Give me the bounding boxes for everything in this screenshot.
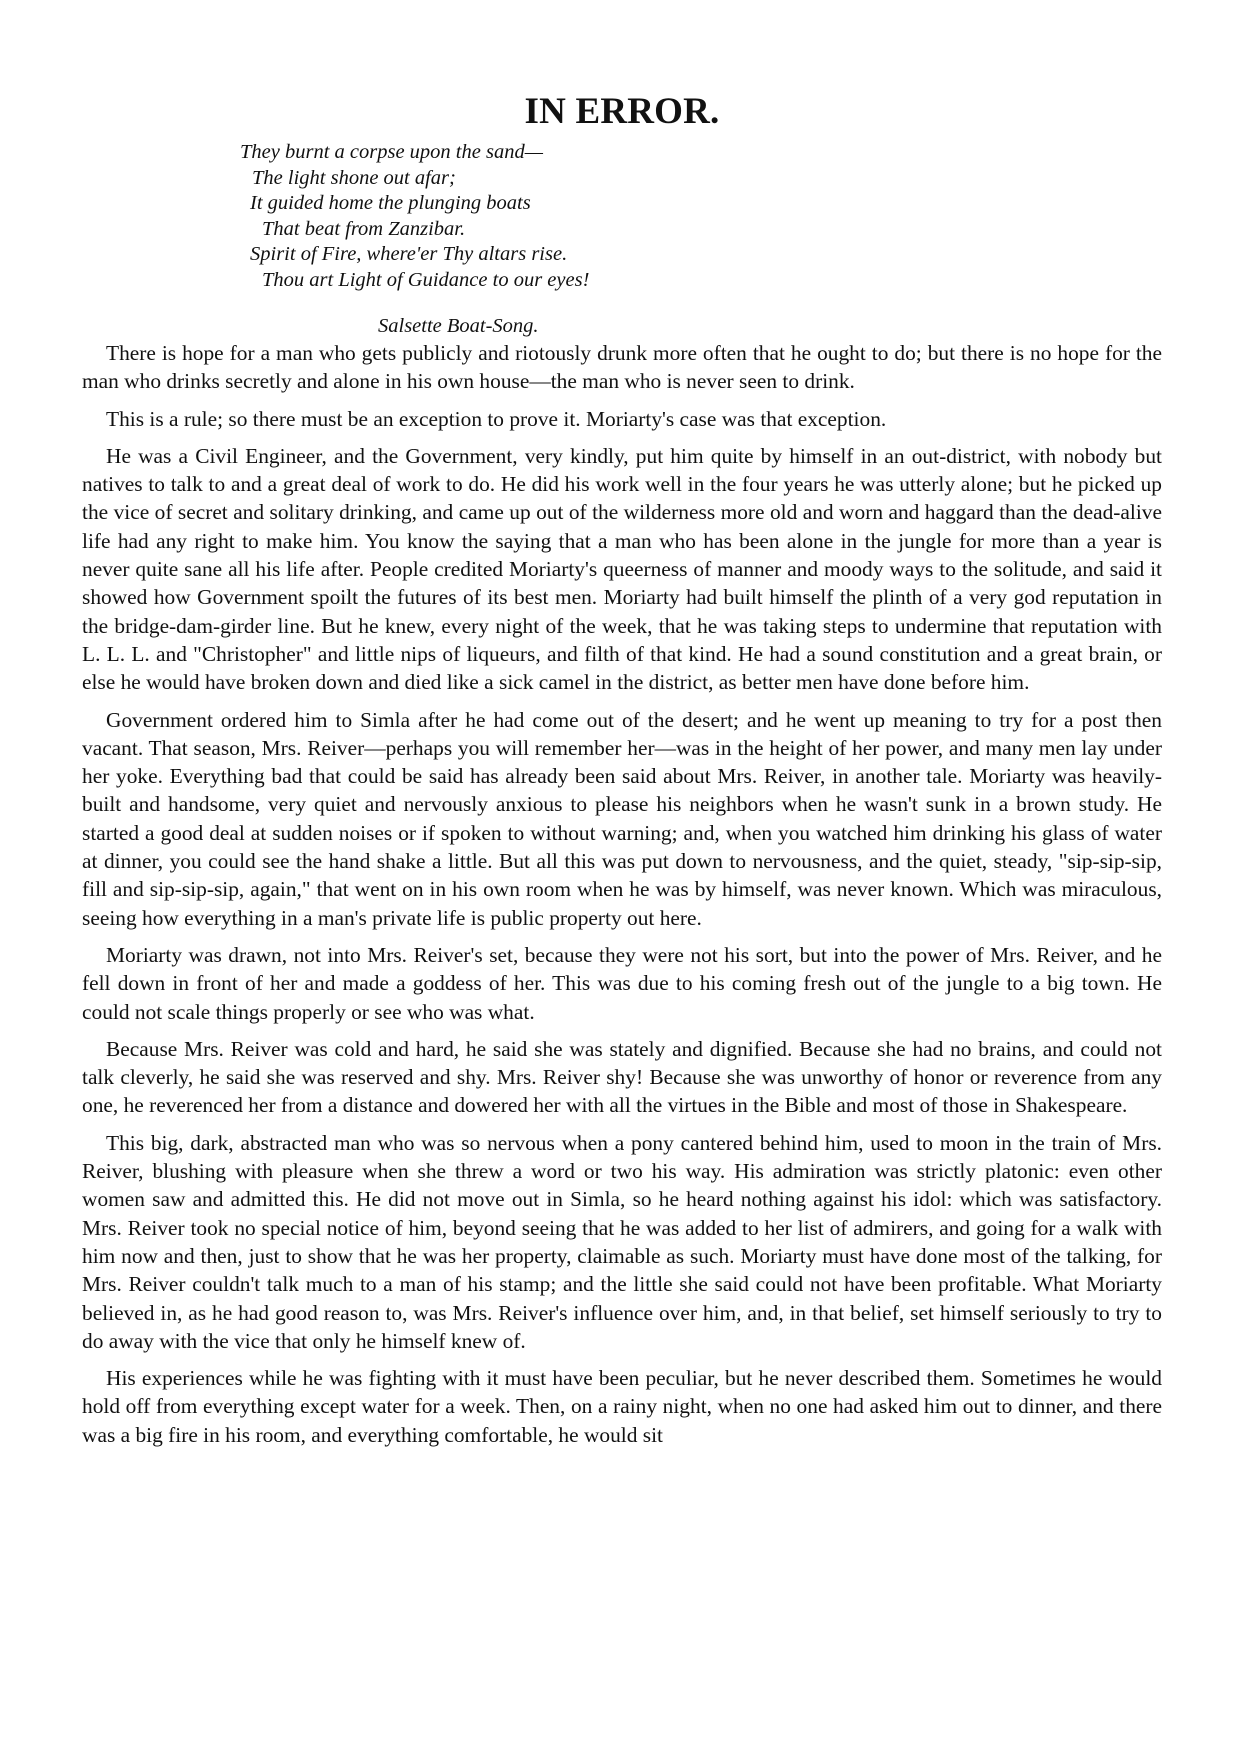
paragraph: This big, dark, abstracted man who was so nervous when a pony cantered behind him, used to moon in the train of Mrs. Reiver, blushing with pleasure when she threw a word or two his way. His admiration was strictly platonic: even other women saw and admitted this. He did not move out in Simla, so he heard nothing against his idol: which was satisfactory. Mrs. Reiver took no special notice of him, beyond seeing that he was added to her list of admirers, and going for a walk with him now and then, just to show that he was her property, claimable as such. Moriarty must have done most of the talking, for Mrs. Reiver couldn't talk much to a man of his stamp; and the little she said could not have been profitable. What Moriarty believed in, as he had good reason to, was Mrs. Reiver's influence over him, and, in that belief, set himself seriously to try to do away with the vice that only he himself knew of.: [82, 1130, 1162, 1353]
paragraph: He was a Civil Engineer, and the Government, very kindly, put him quite by himself in an out-district, with nobody but natives to talk to and a great deal of work to do. He did his work well in the four years he was utterly alone; but he picked up the vice of secret and solitary drinking, and came up out of the wilderness more old and worn and haggard than the dead-alive life had any right to make him. You know the saying that a man who has been alone in the jungle for more than a year is never quite sane all his life after. People credited Moriarty's queerness of manner and moody ways to the solitude, and said it showed how Government spoilt the futures of its best men. Moriarty had built himself the plinth of a very god reputation in the bridge-dam-girder line. But he knew, every night of the week, that he was taking steps to undermine that reputation with L. L. L. and "Christopher" and little nips of liqueurs, and filth of that kind. He had a sound constitution and a great brain, or else he would have broken down and died like a sick camel in the district, as better men have done before him.: [82, 443, 1162, 695]
epigraph-line: Thou art Light of Guidance to our eyes!: [262, 268, 590, 291]
epigraph-line: It guided home the plunging boats: [250, 192, 531, 214]
paragraph: His experiences while he was fighting with it must have been peculiar, but he never described them. Sometimes he would hold off from everything except water for a week. Then, on a rainy night, when no one had asked him out to dinner, and there was a big fire in his room, and everything comfortable, he would sit: [82, 1366, 1162, 1447]
paragraph: Because Mrs. Reiver was cold and hard, he said she was stately and dignified. Because she had no brains, and could not talk cleverly, he said she was reserved and shy. Mrs. Reiver shy! Because she was unworthy of honor or reverence from any one, he reverenced her from a distance and dowered her with all the virtues in the Bible and most of those in Shakespeare.: [82, 1036, 1162, 1118]
paragraph: There is hope for a man who gets publicly and riotously drunk more often that he ought to do; but there is no hope for the man who drinks secretly and alone in his own house—the man who is never seen to drink.: [82, 341, 1162, 394]
document-page: [82, 88, 1162, 1458]
epigraph-line: That beat from Zanzibar.: [262, 217, 466, 240]
epigraph: [240, 140, 1162, 293]
epigraph-line: Spirit of Fire, where'er Thy altars rise.: [250, 243, 568, 265]
body-text: [82, 339, 1162, 1449]
paragraph: Government ordered him to Simla after he had come out of the desert; and he went up meaning to try for a post then vacant. That season, Mrs. Reiver—perhaps you will remember her—was in the height of her power, and many men lay under her yoke. Everything bad that could be said has already been said about Mrs. Reiver, in another tale. Moriarty was heavily-built and handsome, very quiet and nervously anxious to please his neighbors when he wasn't sunk in a brown study. He started a good deal at sudden noises or if spoken to without warning; and, when you watched him drinking his glass of water at dinner, you could see the hand shake a little. But all this was put down to nervousness, and the quiet, steady, "sip-sip-sip, fill and sip-sip-sip, again," that went on in his own room when he was by himself, was never known. Which was miraculous, seeing how everything in a man's private life is public property out here.: [82, 707, 1162, 930]
epigraph-line: They burnt a corpse upon the sand—: [240, 141, 543, 163]
chapter-title: IN ERROR.: [524, 91, 720, 132]
paragraph: This is a rule; so there must be an exception to prove it. Moriarty's case was that exception.: [106, 406, 887, 431]
paragraph: Moriarty was drawn, not into Mrs. Reiver's set, because they were not his sort, but into the power of Mrs. Reiver, and he fell down in front of her and made a goddess of her. This was due to his coming fresh out of the jungle to a big town. He could not scale things properly or see who was what.: [82, 942, 1162, 1024]
epigraph-attribution: Salsette Boat-Song.: [378, 315, 539, 337]
epigraph-line: The light shone out afar;: [252, 166, 456, 189]
